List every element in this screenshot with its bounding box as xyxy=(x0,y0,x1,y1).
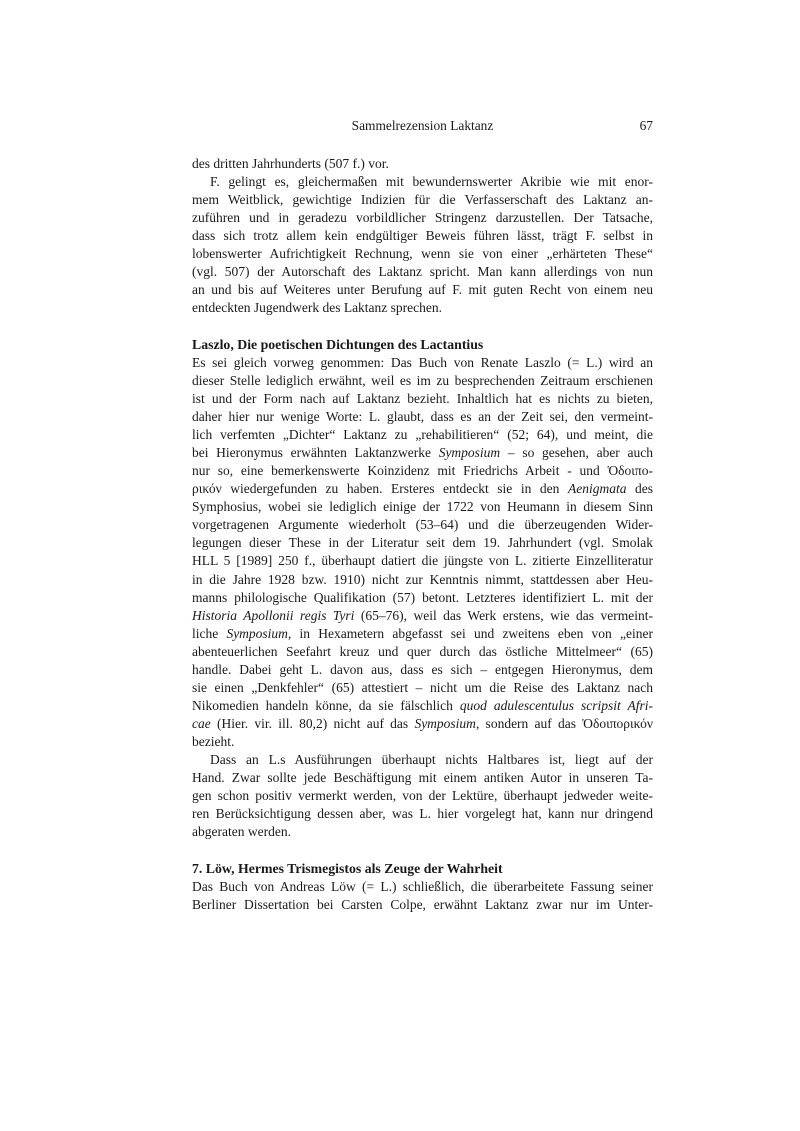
text-line xyxy=(192,625,653,643)
text-run: liche xyxy=(192,625,227,641)
text-run: , sondern auf das Ὁδοιπορικόν xyxy=(475,715,653,731)
text-run: – so gesehen, aber auch xyxy=(500,445,653,461)
text-line: an und bis auf Weiteres unter Berufung auf F. mit guten Recht von einem neu xyxy=(192,282,653,298)
italic-title: Aenigmata xyxy=(567,481,627,497)
text-run: (Hier. vir. ill. 80,2) nicht auf das xyxy=(210,715,415,731)
text-run: (65–76), weil das Werk erstens, wie das vermeint- xyxy=(354,607,653,623)
text-line: mem Weitblick, gewichtige Indizien für die Verfasserschaft des Laktanz an- xyxy=(192,192,653,208)
section-spacer xyxy=(192,841,653,860)
text-run: Symphosius, wobei sie lediglich einige der 1722 von Heumann in diesem Sinn xyxy=(192,499,653,515)
text-run: HLL 5 [1989] 250 f., überhaupt datiert die jüngste von L. zitierte Einzelliteratur xyxy=(192,553,653,569)
paragraph-f-gelingt xyxy=(192,173,653,317)
text-line: gen schon positiv vermerkt werden, von der Lektüre, überhaupt jedweder weite- xyxy=(192,788,653,804)
text-line xyxy=(192,552,653,570)
text-run: Es sei gleich vorweg genommen: Das Buch von Renate Laszlo (= L.) wird an xyxy=(192,354,653,370)
text-line xyxy=(192,733,653,751)
paragraph-laszlo xyxy=(192,354,653,751)
text-run: Nikomedien handeln könne, da sie fälschlich xyxy=(192,697,460,713)
text-line xyxy=(192,426,653,444)
text-run: vorgetragenen Argumente wiederholt (53–64) und die überzeugenden Wider- xyxy=(192,517,653,533)
text-run: sie einen „Denkfehler“ (65) attestiert – nicht um die Reise des Laktanz nach xyxy=(192,679,653,695)
text-line xyxy=(192,607,653,625)
text-line: Dass an L.s Ausführungen überhaupt nichts Haltbares ist, liegt auf der xyxy=(210,752,653,767)
text-line xyxy=(192,534,653,552)
italic-title: Symposium xyxy=(414,715,476,731)
text-line: abgeraten werden. xyxy=(192,824,291,840)
text-line: zuführen und in geradezu vorbildlicher Stringenz darzustellen. Der Tatsache, xyxy=(192,210,653,226)
text-run: lich verfemten „Dichter“ Laktanz zu „rehabilitieren“ (52; 64), und meint, die xyxy=(192,427,653,443)
text-line xyxy=(192,571,653,589)
section-spacer xyxy=(192,317,653,336)
paragraph-loew xyxy=(192,878,653,914)
italic-title: Symposium xyxy=(226,625,288,641)
paragraph-laszlo-conclusion xyxy=(192,751,653,841)
text-line: Berliner Dissertation bei Carsten Colpe, erwähnt Laktanz zwar nur im Unter- xyxy=(192,896,653,912)
text-line xyxy=(192,715,653,733)
text-line xyxy=(192,372,653,390)
text-run: , in Hexametern abgefasst sei und zweitens eben von „einer xyxy=(287,625,653,641)
text-line xyxy=(192,679,653,697)
text-run: daher hier nur wenige Worte: L. glaubt, dass es an der Zeit sei, den vermeint- xyxy=(192,409,653,425)
running-title: Sammelrezension Laktanz xyxy=(351,118,494,133)
text-line xyxy=(192,498,653,516)
page-number: 67 xyxy=(639,118,653,133)
text-run: handle. Dabei geht L. davon aus, dass es sich – entgegen Hieronymus, dem xyxy=(192,661,653,677)
italic-title: Symposium xyxy=(438,445,501,461)
running-header xyxy=(192,118,653,136)
text-run: manns philologische Qualifikation (57) betont. Letzteres identifiziert L. mit der xyxy=(192,589,653,605)
italic-title: Historia Apollonii regis Tyri xyxy=(192,607,355,623)
italic-title: cae xyxy=(192,715,211,731)
text-line xyxy=(192,354,653,372)
text-run: ρικόν wiedergefunden zu haben. Ersteres entdeckt sie in den xyxy=(192,481,568,497)
section-heading-laszlo: Laszlo, Die poetischen Dichtungen des Lactantius xyxy=(192,336,484,352)
text-run: dieser Stelle lediglich erwähnt, weil es im zu besprechenden Zeitraum erschienen xyxy=(192,373,653,389)
body-text xyxy=(192,155,653,914)
text-line xyxy=(192,661,653,679)
text-line xyxy=(192,408,653,426)
text-line xyxy=(192,390,653,408)
text-line: des dritten Jahrhunderts (507 f.) vor. xyxy=(192,156,389,171)
text-line: dass sich trotz allem kein endgültiger Beweis führen lässt, trägt F. selbst in xyxy=(192,228,653,244)
text-line: ren Berücksichtigung dessen aber, was L. hier vorgelegt hat, kann nur dringend xyxy=(192,806,653,822)
text-line: F. gelingt es, gleichermaßen mit bewundernswerter Akribie wie mit enor- xyxy=(210,174,653,190)
text-run: legungen dieser These in der Literatur seit dem 19. Jahrhundert (vgl. Smolak xyxy=(192,535,653,551)
text-run: bei Hieronymus erwähnten Laktanzwerke xyxy=(192,445,439,461)
text-run: des xyxy=(626,481,653,497)
italic-title: quod adulescentulus scripsit Afri- xyxy=(459,697,653,713)
section-heading-loew: 7. Löw, Hermes Trismegistos als Zeuge der Wahrheit xyxy=(192,860,503,876)
text-line xyxy=(192,516,653,534)
text-line: Das Buch von Andreas Löw (= L.) schließlich, die überarbeitete Fassung seiner xyxy=(192,878,653,894)
text-line xyxy=(192,462,653,480)
text-line xyxy=(192,480,653,498)
text-run: in die Jahre 1928 bzw. 1910) nicht zur Kenntnis nimmt, stattdessen aber Heu- xyxy=(192,571,653,587)
text-line: Hand. Zwar sollte jede Beschäftigung mit einem antiken Autor in unseren Ta- xyxy=(192,770,653,786)
text-line: lobenswerter Aufrichtigkeit Rechnung, wenn sie von einer „erhärteten These“ xyxy=(192,246,653,262)
text-run: bezieht. xyxy=(192,733,235,749)
paragraph-continuation xyxy=(192,155,653,173)
text-run: nur so, eine bemerkenswerte Koinzidenz mit Friedrichs Arbeit - und Ὁδοιπο- xyxy=(192,463,653,479)
text-run: ist und der Form nach auf Laktanz bezieht. Inhaltlich hat es nichts zu bieten, xyxy=(192,391,653,407)
text-run: abenteuerlichen Seefahrt kreuz und quer durch das östliche Mittelmeer“ (65) xyxy=(192,643,653,659)
text-line: entdeckten Jugendwerk des Laktanz sprechen. xyxy=(192,300,443,316)
text-line: (vgl. 507) der Autorschaft des Laktanz spricht. Man kann allerdings von nun xyxy=(192,264,653,280)
text-line xyxy=(192,589,653,607)
text-line xyxy=(192,444,653,462)
text-line xyxy=(192,643,653,661)
text-line xyxy=(192,697,653,715)
